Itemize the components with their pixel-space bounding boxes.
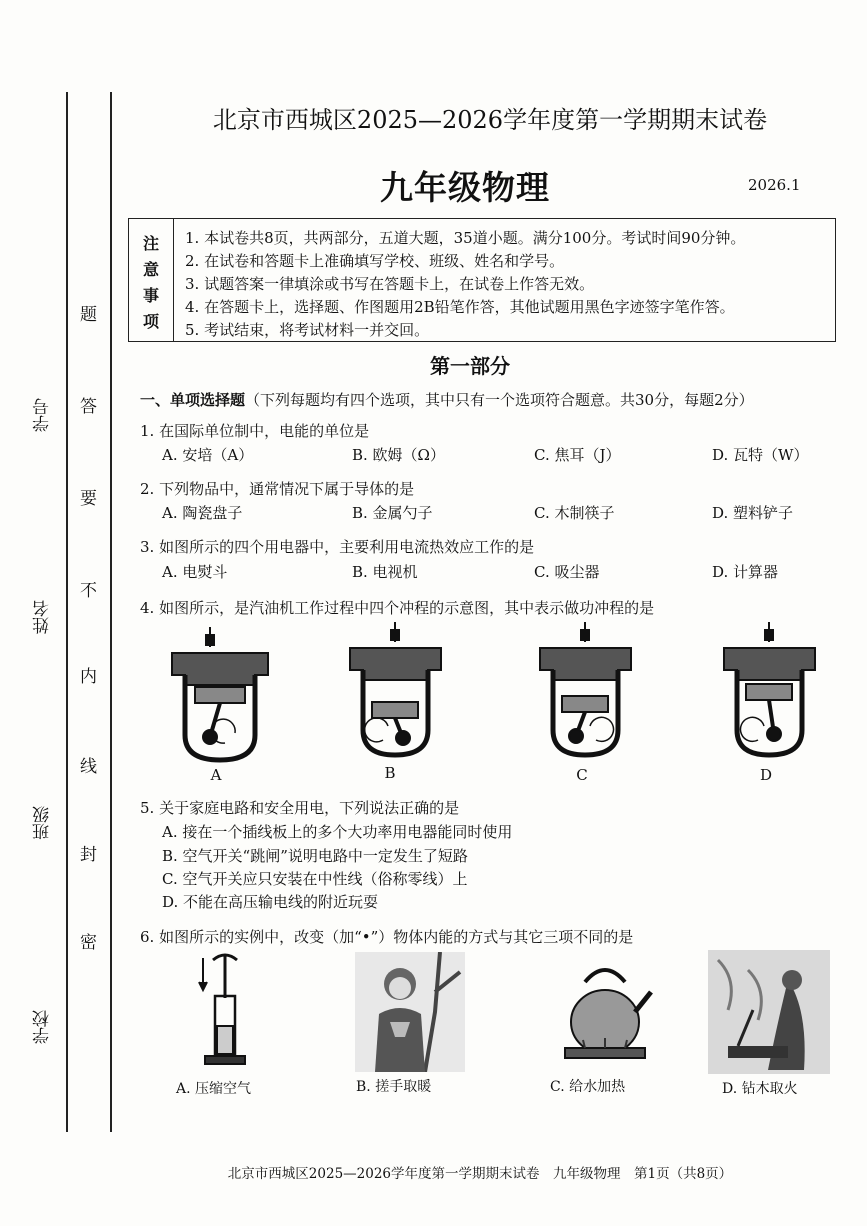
option: A. 接在一个插线板上的多个大功率用电器能同时使用 xyxy=(162,823,513,841)
seal-char: 内 xyxy=(80,667,97,687)
exam-date: 2026.1 xyxy=(748,176,801,194)
notice-item: 1. 本试卷共8页，共两部分，五道大题，35道小题。满分100分。考试时间90分钟。 xyxy=(185,229,746,247)
notice-heading-char: 意 xyxy=(143,260,160,279)
question-stem: 1. 在国际单位制中，电能的单位是 xyxy=(140,422,370,440)
notice-item: 2. 在试卷和答题卡上准确填写学校、班级、姓名和学号。 xyxy=(185,252,565,270)
air-compression-illustration xyxy=(195,948,255,1070)
option: C. 焦耳（J） xyxy=(534,446,621,464)
question-stem: 3. 如图所示的四个用电器中，主要利用电流热效应工作的是 xyxy=(140,538,535,556)
notice-box xyxy=(128,218,836,342)
option: D. 瓦特（W） xyxy=(712,446,809,464)
figure-label: D xyxy=(759,766,773,784)
option: B. 电视机 xyxy=(352,563,418,581)
notice-heading-char: 项 xyxy=(143,312,160,331)
name-label: 姓名 xyxy=(33,600,53,634)
option: A. 电熨斗 xyxy=(162,563,228,581)
student-id-label: 学号 xyxy=(33,398,53,432)
question-stem: 2. 下列物品中，通常情况下属于导体的是 xyxy=(140,480,415,498)
class-label: 班级 xyxy=(33,806,53,840)
margin-line-outer xyxy=(66,92,68,1132)
engine-diagram-b xyxy=(348,620,443,760)
notice-heading-char: 注 xyxy=(143,234,160,253)
engine-diagram-a xyxy=(170,625,270,765)
question-stem: 6. 如图所示的实例中，改变（加“•”）物体内能的方式与其它三项不同的是 xyxy=(140,928,634,946)
figure-caption: C. 给水加热 xyxy=(550,1079,626,1095)
seal-char: 线 xyxy=(80,757,97,777)
engine-diagram-c xyxy=(538,620,633,760)
figure-label: B xyxy=(384,764,396,782)
subject-title: 九年级物理 xyxy=(380,168,550,207)
exam-title: 北京市西城区2025—2026学年度第一学期期末试卷 xyxy=(212,106,768,134)
page-footer: 北京市西城区2025—2026学年度第一学期期末试卷 九年级物理 第1页（共8页） xyxy=(227,1166,733,1182)
section-desc: （下列每题均有四个选项，其中只有一个选项符合题意。共30分，每题2分） xyxy=(245,391,754,409)
notice-heading xyxy=(129,219,174,341)
question-stem: 4. 如图所示，是汽油机工作过程中四个冲程的示意图，其中表示做功冲程的是 xyxy=(140,599,655,617)
section-title: 一、单项选择题 xyxy=(140,391,246,409)
seal-char: 密 xyxy=(80,933,97,953)
option: B. 欧姆（Ω） xyxy=(352,446,445,464)
option: C. 木制筷子 xyxy=(534,504,615,522)
seal-char: 要 xyxy=(80,489,97,509)
margin-line-inner xyxy=(110,92,112,1132)
option: D. 计算器 xyxy=(712,563,779,581)
seal-char: 答 xyxy=(80,397,97,417)
option: B. 空气开关“跳闸”说明电路中一定发生了短路 xyxy=(162,847,468,865)
figure-label: C xyxy=(576,766,588,784)
option: D. 不能在高压输电线的附近玩耍 xyxy=(162,893,379,911)
option: B. 金属勺子 xyxy=(352,504,433,522)
option: A. 陶瓷盘子 xyxy=(162,504,243,522)
figure-caption: A. 压缩空气 xyxy=(176,1081,252,1097)
seal-char: 题 xyxy=(80,305,97,325)
rubbing-hands-illustration xyxy=(355,952,465,1072)
figure-caption: B. 搓手取暖 xyxy=(356,1079,432,1095)
engine-diagram-d xyxy=(722,620,817,760)
question-stem: 5. 关于家庭电路和安全用电，下列说法正确的是 xyxy=(140,799,460,817)
option: C. 空气开关应只安装在中性线（俗称零线）上 xyxy=(162,870,468,888)
school-label: 学校 xyxy=(33,1010,53,1044)
notice-item: 5. 考试结束，将考试材料一并交回。 xyxy=(185,321,430,339)
kettle-illustration xyxy=(555,952,655,1070)
seal-char: 不 xyxy=(80,581,97,601)
option: C. 吸尘器 xyxy=(534,563,600,581)
option: A. 安培（A） xyxy=(162,446,254,464)
figure-caption: D. 钻木取火 xyxy=(722,1081,798,1097)
figure-label: A xyxy=(210,766,222,784)
notice-heading-char: 事 xyxy=(143,286,160,305)
option: D. 塑料铲子 xyxy=(712,504,794,522)
drilling-fire-illustration xyxy=(708,950,830,1074)
section-heading xyxy=(140,389,754,410)
notice-item: 3. 试题答案一律填涂或书写在答题卡上，在试卷上作答无效。 xyxy=(185,275,595,293)
seal-char: 封 xyxy=(80,845,97,865)
notice-item: 4. 在答题卡上，选择题、作图题用2B铅笔作答，其他试题用黑色字迹签字笔作答。 xyxy=(185,298,735,316)
part-title: 第一部分 xyxy=(430,354,510,378)
